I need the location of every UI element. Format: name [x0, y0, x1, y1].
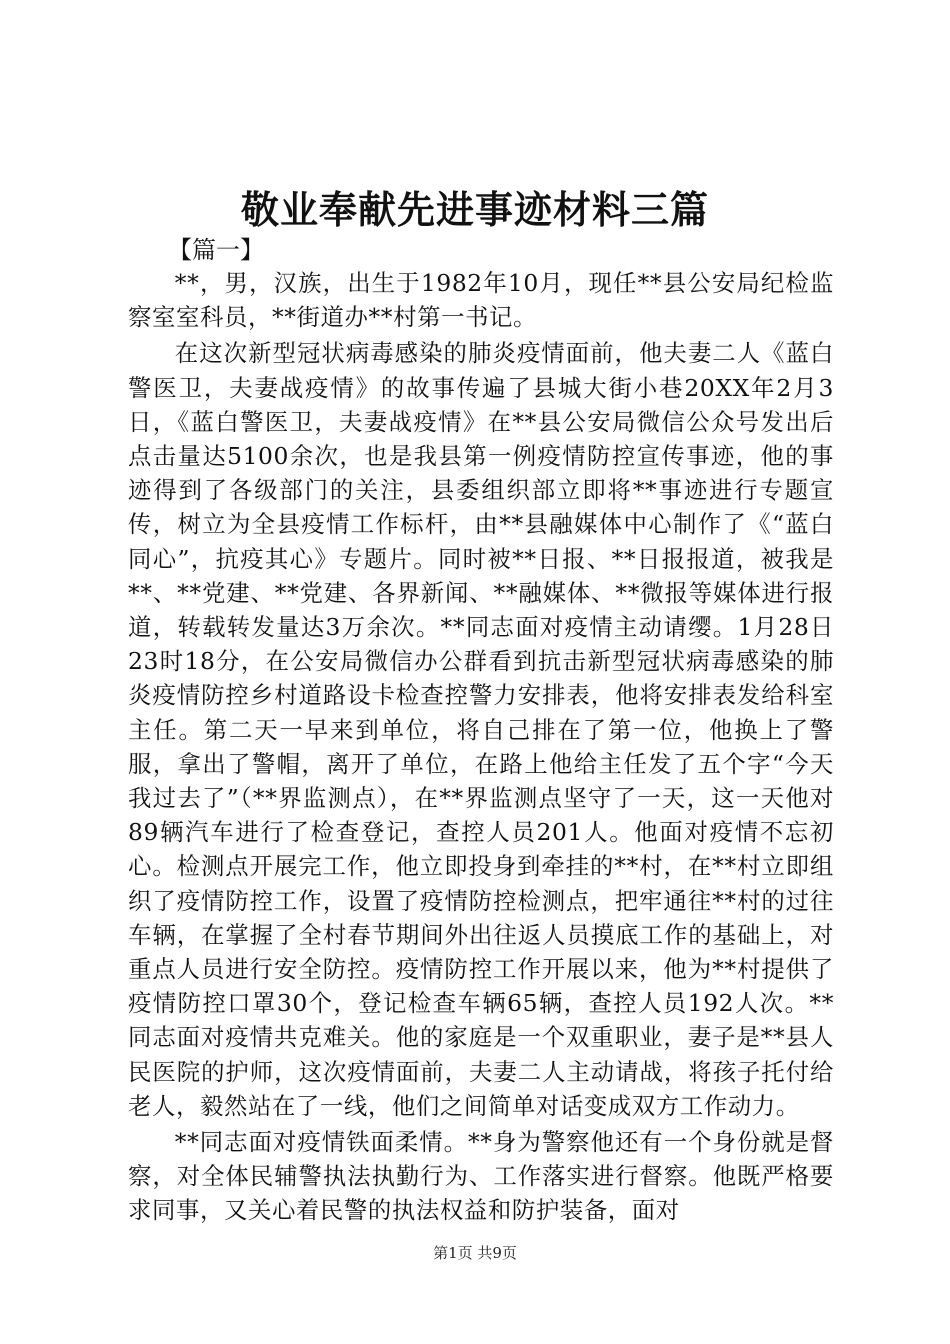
paragraph-1: **，男，汉族，出生于1982年10月，现任**县公安局纪检监察室室科员，**街道办**村第一书记。: [128, 269, 834, 332]
page-footer: 第1页 共9页: [433, 1244, 517, 1262]
paragraph-3: **同志面对疫情铁面柔情。**身为警察他还有一个身份就是督察，对全体民辅警执法执勤行为、工作落实进行督察。他既严格要求同事，又关心着民警的执法权益和防护装备，面对: [128, 1128, 834, 1225]
section-label: 【篇一】: [168, 236, 264, 264]
body-text: [128, 266, 834, 1230]
paragraph-2: 在这次新型冠状病毒感染的肺炎疫情面前，他夫妻二人《蓝白警医卫，夫妻战疫情》的故事传遍了县城大街小巷20XX年2月3日，《蓝白警医卫，夫妻战疫情》在**县公安局微信公众号发出后点击量达5100余次，也是我县第一例疫情防控宣传事迹，他的事迹得到了各级部门的关注，县委组织部立即将**事迹进行专题宣传，树立为全县疫情工作标杆，由**县融媒体中心制作了《“蓝白同心”，抗疫其心》专题片。同时被**日报、**日报报道，被我是**、**党建、**党建、各界新闻、**融媒体、**微报等媒体进行报道，转载转发量达3万余次。**同志面对疫情主动请缨。1月28日23时18分，在公安局微信办公群看到抗击新型冠状病毒感染的肺炎疫情防控乡村道路设卡检查控警力安排表，他将安排表发给科室主任。第二天一早来到单位，将自己排在了第一位，他换上了警服，拿出了警帽，离开了单位，在路上他给主任发了五个字“今天我过去了”（**界监测点），在**界监测点坚守了一天，这一天他对89辆汽车进行了检查登记，查控人员201人。他面对疫情不忘初心。检测点开展完工作，他立即投身到牵挂的**村，在**村立即组织了疫情防控工作，设置了疫情防控检测点，把牢通往**村的过往车辆，在掌握了全村春节期间外出往返人员摸底工作的基础上，对重点人员进行安全防控。疫情防控工作开展以来，他为**村提供了疫情防控口罩30个，登记检查车辆65辆，查控人员192人次。**同志面对疫情共克难关。他的家庭是一个双重职业，妻子是**县人民医院的护师，这次疫情面前，夫妻二人主动请战，将孩子托付给老人，毅然站在了一线，他们之间简单对话变成双方工作动力。: [128, 339, 834, 1120]
document-title: 敬业奉献先进事迹材料三篇: [240, 187, 709, 232]
